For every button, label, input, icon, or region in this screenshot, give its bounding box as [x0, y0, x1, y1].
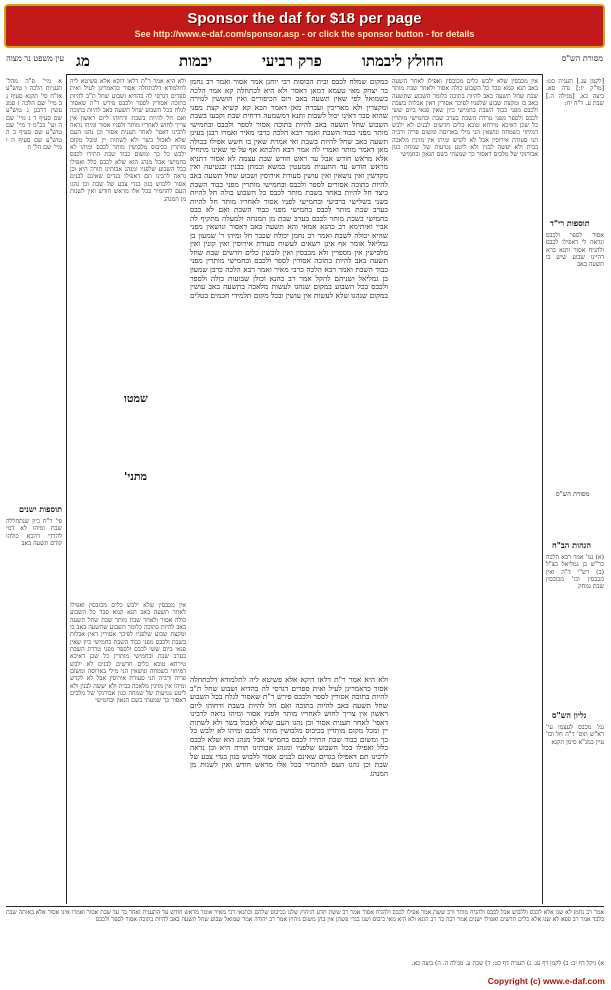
tosafot-yeshanim-title: תוספות ישנים	[8, 504, 62, 514]
tosafot-rid-title: תוספות רי"ד	[550, 218, 590, 228]
masoret-marker: מסורת הש"ס	[556, 490, 590, 498]
tosafot-yeshanim-column: פי' ר"ח כיון שנתחללה שבת ומיהו לא דמי להדדי דהכא כולהו קודם תשעה באב	[6, 518, 62, 548]
hagahot-title: הגהות הב"ח	[552, 540, 591, 550]
daf-page	[4, 52, 607, 972]
column-rule-right	[542, 74, 543, 904]
tosafot-column-lower: אין מכבסין שלא ילבש כלים מכובסין ואפילו לאחר תשעה באב תנא קמא סבר כל השבוע כולה אסור ולאחר שבת מותר שבת שחל תשעה באב להיות בתוכה כלומר השבוע שתשעה באב בו ומקצת שבוע שלפניו לפיכך אסורין דאין אבלות בשבת ולכבס מפני כבוד השבת בחמישי כיון שאין פנאי ביום ששי לכבס ולספר מפני טרדת השבת בערב שבת ובחמישי מותרין כל שכן דאיכא טירחא טובא כלים חדשים לבנים לא ילבש דמיחזי כשמחה ונושאין הני מילי בארוסה ומשום פריה ורביה תני סעודת אירוסין אבל לא לקדש ומיהו אין מזינין מלאכה בבית ולא יעשה לבנין ולא ליטע נטיעות של שמחה כגון אבורנקי של מלכים דאסור כך שמעתי בשם הגאון ובחמישי	[70, 602, 186, 705]
sponsor-title[interactable]: Sponsor the daf for $18 per page	[187, 10, 422, 27]
tractate-name: יבמות	[179, 52, 213, 70]
copyright-link[interactable]: Copyright (c) www.e-daf.com	[487, 976, 605, 986]
sponsor-subtitle[interactable]: See http://www.e-daf.com/sponsor.asp - or click the sponsor button - for details	[134, 29, 475, 39]
gilyon-column: גמ' מכבס לעצמו עי' רא"ש תוס' ד"ה חל וכו' עיין במג"א סימן תקנא	[546, 724, 604, 746]
perek-name: פרק רביעי	[262, 52, 322, 70]
gemara-column-lower: ולא היא אמר ר"ת דלאו דוקא אלא פשיטא ליה לתלמודא דלכתחלה אסור כדאמרינן לעיל ואית ספרים דגרסי לה בהדיא ושבוע שחל ת"ב להיות בתוכה אסורין לספר ולכבס פירש ר"ת שאסור לגלח בכל השבוע שחל תשעה באב להיות בתוכה ואם חל להיות בשבת ודחוהו ליום ראשון אין צריך לחוש לאחריו מותר ולפניו אסור ומיהו נראה לרבינו דאפי' לאחר תענית אסור וכן נהגו העם שלא לאכול בשר ולא לשתות יין ומכל מקום מותרין בכיבוס מלבושין מותר לכבס ומיהו לא ילבש כל כך ומשום כבוד שבת התירו לכבס בחמישי אבל מנהג הוא שלא לכבס כלל ואפילו בכל השבוע שלפניו ומנהג אבותינו תורה היא וכן נראה לרבינו תם דאפילו בגדים שאינם לבנים אסור ללבוש כגון בגדי צבע של שבת וכן נהגו העם להחמיר בכל אלו מראש חודש ואין לשנות מן המנהג	[190, 676, 388, 779]
gemara-column: במקום שמלח לכבס ובית הכוסות רבי יוחנן אמר אסור ואמר רב נחמן בר יצחק מאי טעמא דמאן דאסר ולא היא לכתחלה קא אמר הלכה כשמואל לפי שאין תשעה באב ויום הכיפורים ואין חוששין לגזירה ומקצרין ולא מאריכין ועברה מאן דאמר הכא קא קשיא קצת מפני שהוא סבר דאינו יכול לשבות ותנא דמשמעה דדחית שבת וקבעו בשבת השבוע שחל תשעה באב להיות בתוכה אסור לספר ולכבס ובחמישי מותר מפני כבוד השבת ואמר רבא הלכה כרבי מאיר ואמרו רבנן בעינן תשעה באב שחל להיות בשבת ואי אמרת שאין בו חשש אפילו בכולה מאן דאמר מותר ואמרי לה אמר רבא הלכתא אף על פי שאינו מתחיל אלא מראש חודש אבל עד ראש חודש שבת עצמה לא אסור דתניא מראש חודש עד התענית ממעטין במשא ובמתן בבנין ובנטיעה ואין מקדשין ואין נושאין ואין עושין סעודת אירוסין ושבוע שחל תשעה באב להיות בתוכה אסורים לספר ולכבס ובחמישי מותרין מפני כבוד השבת כיצד חל להיות באחד בשבת מותר לכבס כל השבוע כולה חל להיות בשני בשלישי ברביעי ובחמישי לפניו אסור לאחריו מותר חל להיות בערב שבת מותר לכבס בחמישי מפני כבוד השבת ואם לא כבס בחמישי בשבת מותר לכבס בערב שבת מן המנחה ולמעלה מתקיף לה אביי ואיתימא רב כהנא אמאי והא תשעה באב דאסור ונושאין מפני שהיא יכולה לשבת ואמר רב נחמן יכולה שכבר חל ומיהו ר' שמעון בן גמליאל אומר אף אינן רשאים לעשות סעודת אירוסין ואין קונין ואין מלבישין אין מספרין ולא מכבסין ואין לובשין כלים חדשים שבת שחל תשעה באב להיות בתוכה אסורין לספר ולכבס ובחמישי מותרין מפני כבוד השבת ואמר רבא הלכה כרבי מאיר ואמר רבא הלכה כרבן שמעון בן גמליאל ושניהם להקל אמר רב כהנא וכולן שבועות כולה ולספר ולכבס בכל השבוע במקום שנהגו לעשות מלאכה בתשעה באב עושין במקום שנהגו שלא לעשות אין עושין ובכל מקום תלמידי חכמים בטלים	[190, 78, 388, 300]
masoret-column: [לקמן עג.] תענית כט: [מו"ק יז:] נדה סא. ביצה כא. [מגילה ה.] שבת ע. ר"ה יח:	[546, 78, 604, 108]
tosafot-column: ולא היא אמר ר"ת דלאו דוקא אלא פשיטא ליה לתלמודא דלכתחלה אסור כדאמרינן לעיל ואית ספרים דגרסי לה בהדיא ושבוע שחל ת"ב להיות בתוכה אסורין לספר ולכבס פירש ר"ת שאסור לגלח בכל השבוע שחל תשעה באב להיות בתוכה ואם חל להיות בשבת ודחוהו ליום ראשון אין צריך לחוש לאחריו מותר ולפניו אסור ומיהו נראה לרבינו דאפי' לאחר תענית אסור וכן נהגו העם שלא לאכול בשר ולא לשתות יין ומכל מקום מותרין בכיבוס מלבושין מותר לכבס ומיהו לא ילבש כל כך ומשום כבוד שבת התירו לכבס בחמישי אבל מנהג הוא שלא לכבס כלל ואפילו בכל השבוע שלפניו ומנהג אבותינו תורה היא וכן נראה לרבינו תם דאפילו בגדים שאינם לבנים אסור ללבוש כגון בגדי צבע של שבת וכן נהגו העם להחמיר בכל אלו מראש חודש ואין לשנות מן המנהג	[70, 78, 186, 203]
sponsor-banner[interactable]	[4, 4, 605, 48]
bottom-rule	[6, 906, 604, 907]
tosafot-rid-column: אסור לספר ולכבס ונראה לי דאפילו לכבס ולהניח אסור ותנא ברא דהיינו שבוע שיש בו תשעה באב	[546, 232, 604, 269]
chapter-title: החולץ ליבמתו	[362, 52, 444, 70]
ein-mishpat-column: א מיי' פ"ה מהל' תעניות הלכה ו טוש"ע או"ח סי' תקנא סעיף ג ב מיי' שם הלכה ז סמג עשין דרבנן ג טוש"ע שם סעיף ד ג מיי' שם ה ועי' בכ"מ ד מיי' שם טוש"ע שם סעיף ב ה טוש"ע שם סעיף ה ו מיי' שם הל' ח	[6, 78, 62, 152]
header-rule	[66, 74, 543, 75]
page-number: מג	[76, 52, 90, 70]
rashi-column: אין מכבסין שלא ילבש כלים מכובסין ואפילו לאחר תשעה באב תנא קמא סבר כל השבוע כולה אסור ולאחר שבת מותר שבת שחל תשעה באב להיות בתוכה כלומר השבוע שתשעה באב בו ומקצת שבוע שלפניו לפיכך אסורין דאין אבלות בשבת ולכבס מפני כבוד השבת בחמישי כיון שאין פנאי ביום ששי לכבס ולספר מפני טרדת השבת בערב שבת ובחמישי מותרין כל שכן דאיכא טירחא טובא כלים חדשים לבנים לא ילבש דמיחזי כשמחה ונושאין הני מילי בארוסה ומשום פריה ורביה תני סעודת אירוסין אבל לא לקדש ומיהו אין מזינין מלאכה בבית ולא יעשה לבנין ולא ליטע נטיעות של שמחה כגון אבורנקי של מלכים דאסור כך שמעתי בשם הגאון ובחמישי	[392, 78, 538, 159]
shemot-title: שמטו	[124, 392, 148, 405]
bottom-commentary: אמר רב נחמן לא שנו אלא לכבס וללבוש אבל לכבס ולהניח מותר ורב ששת אמר אפילו לכבס ולהניח אסור אמר רב ששת תדע דגיהוץ שלנו ככיבוס שלהם וכתנאי רבי מאיר אומר מראש חודש עד התענית ואחר כך עד שבת אסור ואמרו אינו אסור אלא באותה שבת בלבד אמר רב פפא לא שנו אלא כלים חדשים ואפילו ישנים אמר רבה בר רב הונא ולא היא מאי כיבוס ושנו בגדי פשתן אין בהן משום גיהוץ אמר רב יהודה אמר שמואל שבוע שחל תשעה באב להיות בתוכה אסור לספר ולכבס	[6, 909, 604, 924]
column-rule-left	[66, 74, 67, 904]
ein-mishpat-header: עין משפט נר מצוה	[6, 54, 64, 63]
bottom-references: א) ניקל דף יב: ב) לקמן דף עג. ג) תענית דף כט: ד) שבת ע. מגילה ה. ה) ביצה כא.	[411, 960, 604, 967]
masoret-header: מסורת הש"ס	[561, 54, 603, 63]
hagahot-column: (א) גמ' אמר רבא הלכה כר"ש בן גמליאל כצ"ל (ב) רש"י ד"ה ואין מכבסין וכו' מכובסין שבת נמחק	[546, 554, 604, 591]
gilyon-title: גליון הש"ס	[552, 710, 587, 720]
mishnah-title: מתני'	[124, 470, 148, 483]
